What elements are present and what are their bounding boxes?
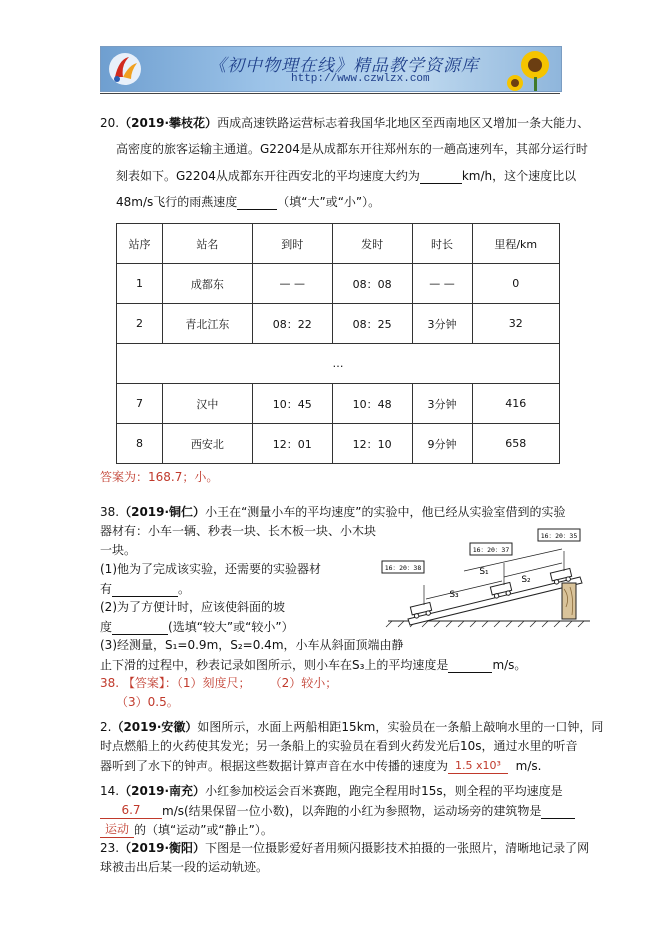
table-cell: 成都东 xyxy=(162,264,252,304)
q38-line4: (1)他为了完成该实验，还需要的实验器材 xyxy=(100,562,321,576)
table-cell: 08：25 xyxy=(332,304,412,344)
header-url: http://www.czwlzx.com xyxy=(291,73,430,85)
q20-line3: 刻表如下。G2204从成都东开往西安北的平均速度大约为 km/h，这个速度比以 xyxy=(116,169,577,183)
table-cell: 658 xyxy=(472,424,560,464)
table-header-cell: 里程/km xyxy=(472,224,560,264)
q23-line2: 球被击出后某一段的运动轨迹。 xyxy=(100,860,269,874)
q14-line3: 运动 的（填“运动”或“静止”）。 xyxy=(100,822,273,838)
table-ellipsis-row xyxy=(117,344,560,384)
header-banner xyxy=(100,46,562,92)
table-header-cell: 时长 xyxy=(412,224,472,264)
table-cell: 汉中 xyxy=(162,384,252,424)
table-header-cell: 站序 xyxy=(117,224,163,264)
table-cell: 青北江东 xyxy=(162,304,252,344)
q2-line2: 时点燃船上的火药使其发光；另一条船上的实验员在看到火药发光后10s，通过水里的听音 xyxy=(100,739,578,753)
header-rule xyxy=(100,93,560,94)
q14-answer-1: 6.7 xyxy=(100,803,162,819)
q38-line8: (3)经测量，S₁=0.9m，S₂=0.4m，小车从斜面顶端由静 xyxy=(100,638,404,652)
incline-experiment-figure xyxy=(380,527,592,631)
q38-line5: 有 。 xyxy=(100,582,191,596)
s1-label: S₁ xyxy=(479,567,489,577)
clock-label: 16：20：35 xyxy=(540,532,578,540)
q38-line7: 度 (选填“较大”或“较小”） xyxy=(100,620,294,634)
table-cell: 08：22 xyxy=(252,304,332,344)
q14-answer-2: 运动 xyxy=(100,822,134,838)
table-cell: 2 xyxy=(117,304,163,344)
q2-answer: 1.5 x10³ xyxy=(448,758,508,774)
table-row xyxy=(117,264,560,304)
table-cell: 32 xyxy=(472,304,560,344)
table-header-cell: 站名 xyxy=(162,224,252,264)
table-cell: 10：48 xyxy=(332,384,412,424)
clock-label: 16：20：37 xyxy=(472,546,510,554)
table-cell: 7 xyxy=(117,384,163,424)
q38-line6: (2)为了方便计时，应该使斜面的坡 xyxy=(100,600,285,614)
table-cell: 08：08 xyxy=(332,264,412,304)
table-cell: 8 xyxy=(117,424,163,464)
logo-icon xyxy=(107,51,143,87)
table-row xyxy=(117,384,560,424)
table-header-cell: 发时 xyxy=(332,224,412,264)
q2-line1: 2.（2019·安徽）如图所示，水面上两船相距15km，实验员在一条船上敲响水里的一口钟，同 xyxy=(100,720,604,734)
table-cell: 1 xyxy=(117,264,163,304)
table-cell: 12：01 xyxy=(252,424,332,464)
q38-answer-line2: （3）0.5。 xyxy=(116,695,179,709)
table-row xyxy=(117,424,560,464)
table-cell: 416 xyxy=(472,384,560,424)
q20-line1: 20.（2019·攀枝花）西成高速铁路运营标志着我国华北地区至西南地区又增加一条大能力、 xyxy=(100,116,590,130)
header-title: 《初中物理在线》精品教学资源库 xyxy=(209,56,479,76)
table-cell: 3分钟 xyxy=(412,384,472,424)
table-cell: 3分钟 xyxy=(412,304,472,344)
s2-label: S₂ xyxy=(521,575,531,585)
q20-answer: 答案为：168.7；小。 xyxy=(100,470,219,484)
table-cell: — — xyxy=(412,264,472,304)
table-cell: 西安北 xyxy=(162,424,252,464)
table-cell: 12：10 xyxy=(332,424,412,464)
table-ellipsis-cell: … xyxy=(117,344,560,384)
table-row xyxy=(117,304,560,344)
table-cell: — — xyxy=(252,264,332,304)
q38-answer-line1: 38. 【答案】：（1）刻度尺； （2）较小； xyxy=(100,676,338,690)
table-cell: 10：45 xyxy=(252,384,332,424)
table-cell: 0 xyxy=(472,264,560,304)
clock-label: 16：20：38 xyxy=(384,564,422,572)
q38-line1: 38.（2019·铜仁）小王在“测量小车的平均速度”的实验中，他已经从实验室借到的实验 xyxy=(100,505,566,519)
q38-line2: 器材有：小车一辆、秒表一块、长木板一块、小木块 xyxy=(100,524,377,538)
table-cell: 9分钟 xyxy=(412,424,472,464)
train-timetable xyxy=(116,223,560,464)
table-header-row xyxy=(117,224,560,264)
q2-line3: 器听到了水下的钟声。根据这些数据计算声音在水中传播的速度为 1.5 x10³ m/s. xyxy=(100,759,542,773)
q20-line4: 48m/s飞行的雨燕速度 （填“大”或“小”）。 xyxy=(116,195,381,209)
q14-line1: 14.（2019·南充）小红参加校运会百米赛跑，跑完全程用时15s，则全程的平均速度是 xyxy=(100,784,563,798)
q38-line9: 止下滑的过程中，秒表记录如图所示，则小车在S₃上的平均速度是 m/s。 xyxy=(100,658,527,672)
q38-line3: 一块。 xyxy=(100,543,137,557)
q23-line1: 23.（2019·衡阳）下图是一位摄影爱好者用频闪摄影技术拍摄的一张照片，清晰地记录了网 xyxy=(100,841,590,855)
sunflower-icon xyxy=(505,47,555,91)
s3-label: S₃ xyxy=(449,590,459,600)
table-header-cell: 到时 xyxy=(252,224,332,264)
q14-line2: 6.7 m/s(结果保留一位小数)，以奔跑的小红为参照物，运动场旁的建筑物是 xyxy=(100,803,575,819)
q20-line2: 高密度的旅客运输主通道。G2204是从成都东开往郑州东的一趟高速列车，其部分运行时 xyxy=(116,142,588,156)
